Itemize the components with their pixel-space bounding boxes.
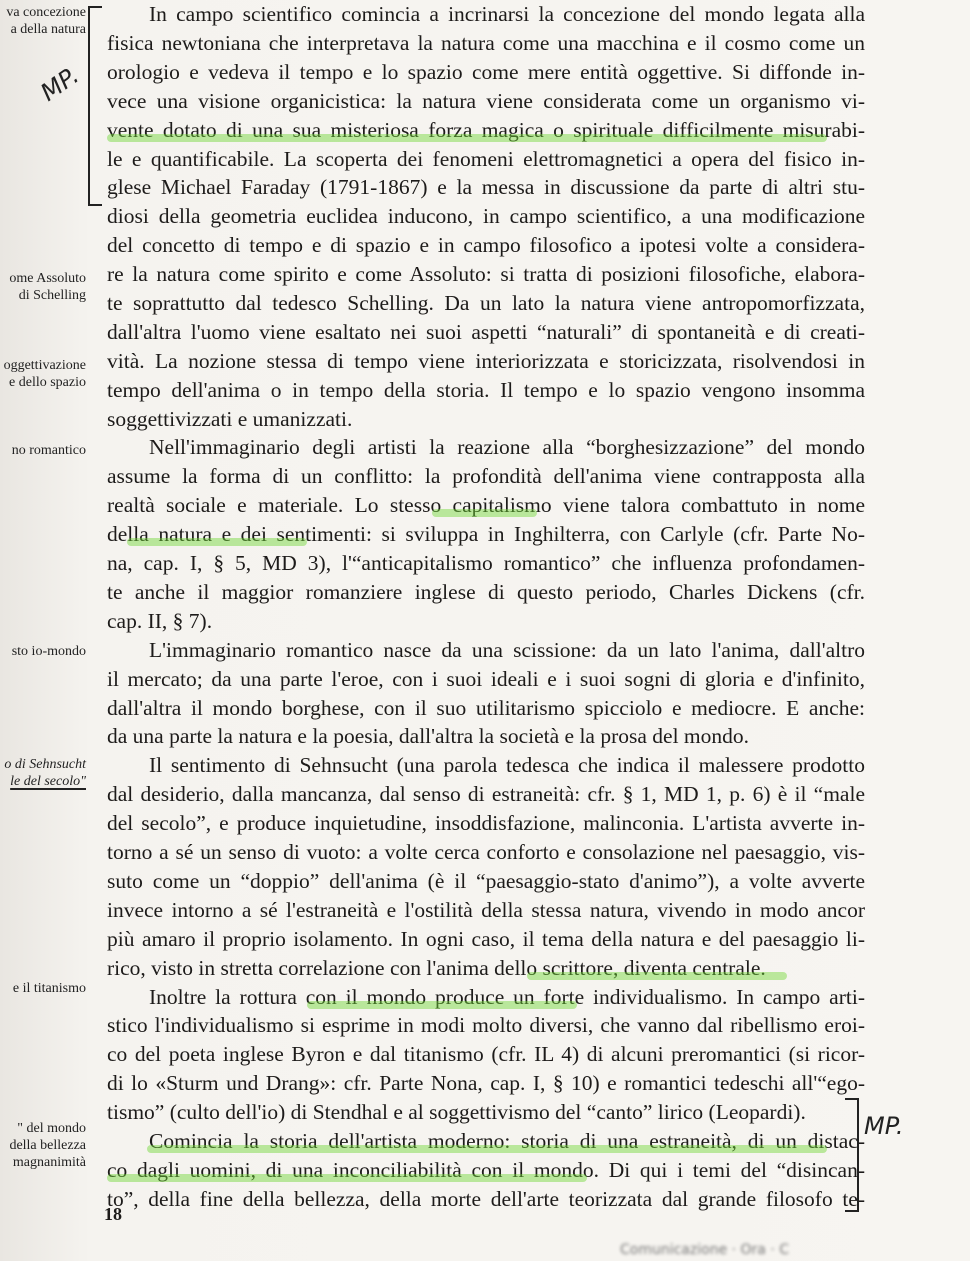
text-line: realtà sociale e materiale. Lo stesso capitalismo viene talora combattuto in nome <box>107 493 865 517</box>
bottom-blurred-text: Comunicazione · Ora · C <box>620 1242 790 1258</box>
text-line: Inoltre la rottura con il mondo produce un forte individualismo. In campo arti- <box>149 985 865 1009</box>
text-line: dall'altra il mondo borghese, con il suo utilitarismo spicciolo e mediocre. E anche: <box>107 696 865 720</box>
margin-note-titanismo: e il titanismo <box>12 981 86 996</box>
text-line: soggettivizzati e umanizzati. <box>107 407 353 431</box>
text-line: to”, della fine della bellezza, della morte dell'arte teorizzata dal grande filosofo te- <box>107 1187 865 1211</box>
page-number: 18 <box>104 1204 122 1224</box>
text-line: suto come un “doppio” dell'anima (è il “paesaggio-stato d'animo”), a volte avverte <box>107 869 865 893</box>
margin-note-bellezza: " del mondo della bellezza magnanimità <box>9 1121 86 1170</box>
handwritten-initials-top: MP. <box>35 61 84 107</box>
margin-note-concezione: va concezione a della natura <box>6 5 86 37</box>
margin-note-io-mondo: sto io-mondo <box>11 644 86 659</box>
margin-note-assoluto: ome Assoluto di Schelling <box>9 271 86 303</box>
text-line: invece intorno a sé l'estraneità e l'ostilità della stessa natura, vivendo in modo ancor <box>107 898 865 922</box>
text-line: vità. La nozione stessa di tempo viene interiorizzata e storicizzata, risolvendosi in <box>107 349 865 373</box>
handwritten-initials-bottom: MP. <box>864 1112 904 1140</box>
text-line: co dagli uomini, di una inconciliabilità con il mondo. Di qui i temi del “disincan- <box>107 1158 865 1182</box>
text-line: del secolo”, e produce inquietudine, insoddisfazione, malinconia. L'artista avverte in- <box>107 811 865 835</box>
text-line: di lo «Sturm und Drang»: cfr. Parte Nona, cap. I, § 10) e romantici tedeschi all'“ego- <box>107 1071 865 1095</box>
text-line: rico, visto in stretta correlazione con l'anima dello scrittore, diventa centrale. <box>107 956 766 980</box>
margin-note-sehnsucht: o di Sehnsucht le del secolo" <box>4 757 86 789</box>
margin-note-soggettivazione: oggettivazione e dello spazio <box>3 358 86 390</box>
text-line: vece una visione organicistica: la natura viene considerata come un organismo vi- <box>107 89 865 113</box>
text-line: fisica newtoniana che interpretava la natura come una macchina e il cosmo come un <box>107 31 865 55</box>
text-line: tempo dell'anima o in tempo della storia. Il tempo e lo spazio vengono insomma <box>107 378 865 402</box>
margin-note-romantico: no romantico <box>11 443 86 458</box>
text-line: co del poeta inglese Byron e dal titanismo (cfr. IL 4) di alcuni preromantici (si ricor- <box>107 1042 865 1066</box>
text-line: del concetto di tempo e di spazio e in campo filosofico a ipotesi volte a considera- <box>107 233 865 257</box>
text-line: L'immaginario romantico nasce da una scissione: da un lato l'anima, dall'altro <box>149 638 865 662</box>
text-line: Il sentimento di Sehnsucht (una parola tedesca che indica il malessere prodotto <box>149 753 865 777</box>
text-line: orologio e vedeva il tempo e lo spazio come mere entità oggettive. Si diffonde in- <box>107 60 865 84</box>
text-line: stico l'individualismo si esprime in modi molto diversi, che vanno dal ribellismo eroi- <box>107 1013 865 1037</box>
text-line: le e quantificabile. La scoperta dei fenomeni elettromagnetici a opera del fisico in- <box>107 147 865 171</box>
text-line: della natura e dei sentimenti: si sviluppa in Inghilterra, con Carlyle (cfr. Parte No- <box>107 522 865 546</box>
text-line: te soprattutto dal tedesco Schelling. Da un lato la natura viene antropomorfizzata, <box>107 291 865 315</box>
text-line: glese Michael Faraday (1791-1867) e la messa in discussione da parte di altri stu- <box>107 175 865 199</box>
text-line: cap. II, § 7). <box>107 609 213 633</box>
handwritten-bracket-top <box>88 6 102 206</box>
text-line: assume la forma di un conflitto: la profondità dell'anima viene contrapposta alla <box>107 464 865 488</box>
text-line: te anche il maggior romanziere inglese di questo periodo, Charles Dickens (cfr. <box>107 580 865 604</box>
text-line: più amaro il proprio isolamento. In ogni caso, il tema della natura e del paesaggio li- <box>107 927 865 951</box>
text-line: da una parte la natura e la poesia, dall'altra la società e la prosa del mondo. <box>107 724 750 748</box>
text-line: tismo” (culto dell'io) di Stendhal e al soggettivismo del “canto” lirico (Leopardi). <box>107 1100 806 1124</box>
margin-column <box>0 0 100 1261</box>
text-line: In campo scientifico comincia a incrinarsi la concezione del mondo legata alla <box>149 2 865 26</box>
text-line: dall'altra l'uomo viene esaltato nei suoi aspetti “naturali” di spontaneità e di creati- <box>107 320 865 344</box>
text-line: vente dotato di una sua misteriosa forza magica o spirituale difficilmente misurabi- <box>107 118 865 142</box>
text-line: diosi della geometria euclidea inducono, in campo scientifico, a una modificazione <box>107 204 865 228</box>
text-line: Comincia la storia dell'artista moderno: storia di una estraneità, di un distac- <box>149 1129 865 1153</box>
text-line: il mercato; da una parte l'eroe, con i suoi ideali e i suoi sogni di gloria e d'infinito, <box>107 667 865 691</box>
text-line: torno a sé un senso di vuoto: a volte cerca conforto e consolazione nel paesaggio, vis- <box>107 840 865 864</box>
text-line: Nell'immaginario degli artisti la reazione alla “borghesizzazione” del mondo <box>149 435 865 459</box>
text-line: na, cap. I, § 5, MD 3), l'“anticapitalismo romantico” che influenza profondamen- <box>107 551 865 575</box>
text-line: dal desiderio, dalla mancanza, dal senso di estraneità: cfr. § 1, MD 1, p. 6) è il “male <box>107 782 865 806</box>
text-line: re la natura come spirito e come Assoluto: si tratta di posizioni filosofiche, elabora- <box>107 262 865 286</box>
